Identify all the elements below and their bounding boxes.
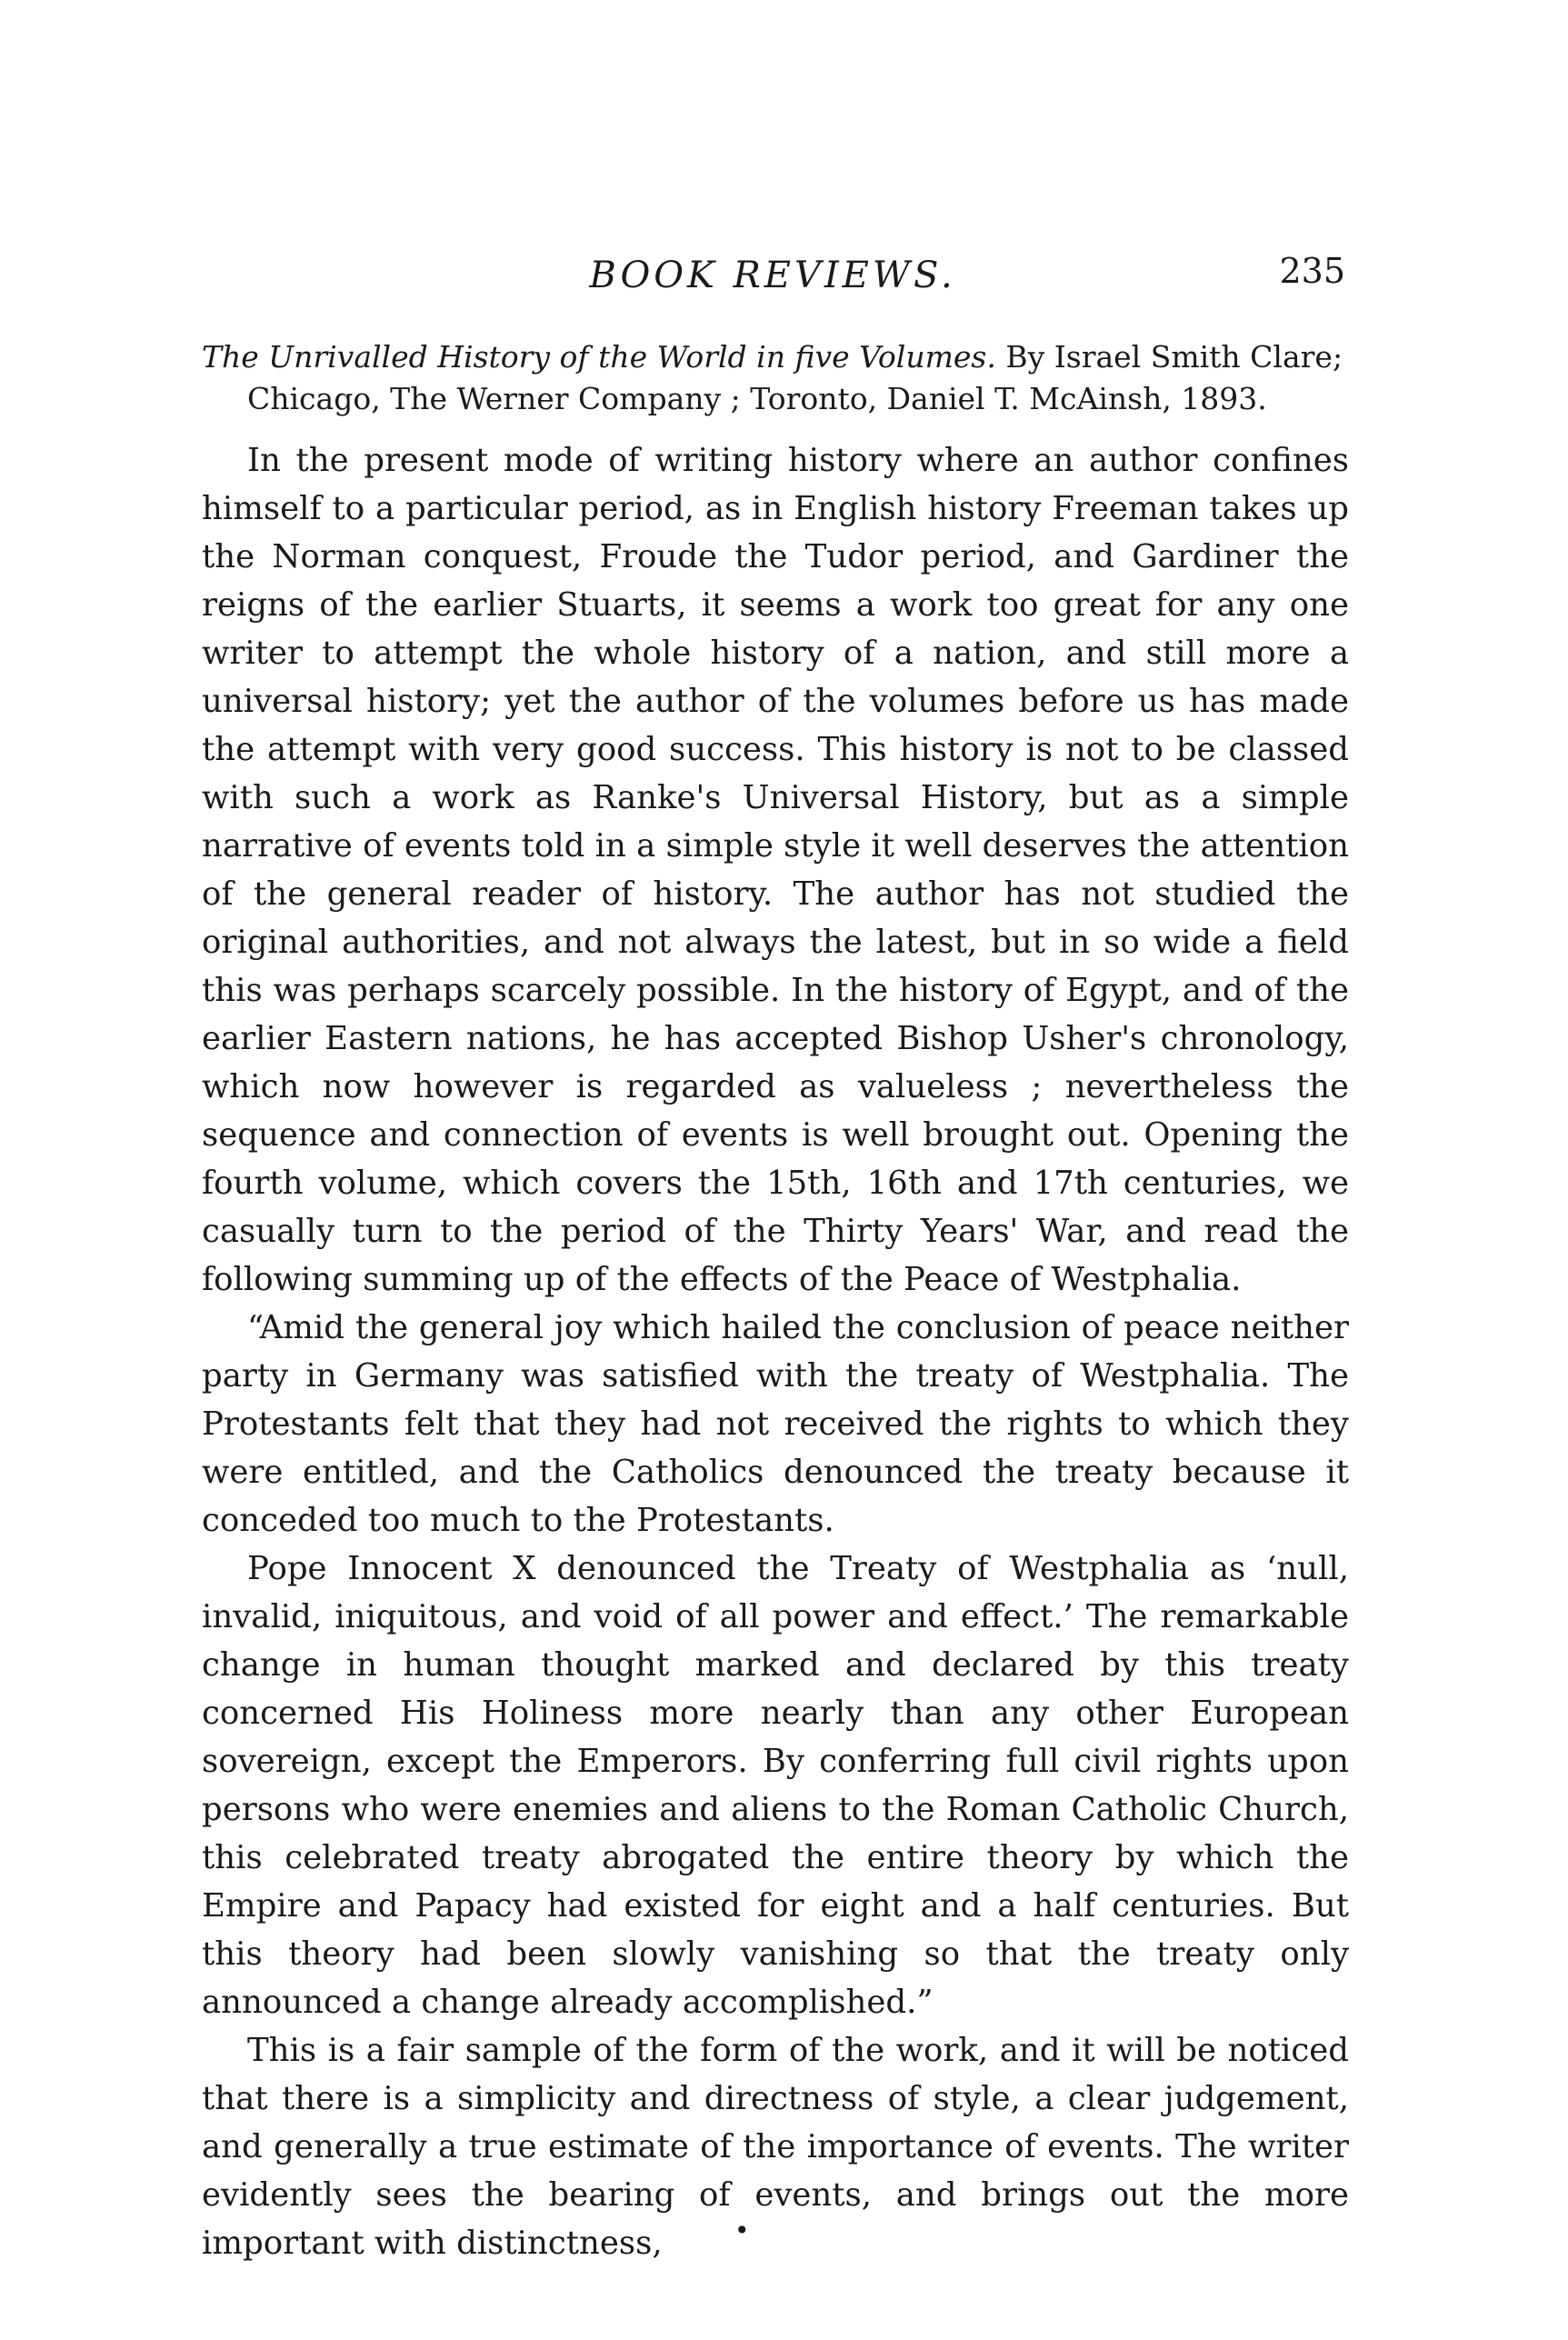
book-citation [202,336,1349,420]
book-title: The Unrivalled History of the World in five Volumes. [202,339,996,375]
review-paragraph: In the present mode of writing history where an author confines himself to a particular period, as in English history Freeman takes up the Norman conquest, Froude the Tudor period, and Gardiner the reigns of the earlier Stuarts, it seems a work too great for any one writer to attempt the whole history of a nation, and still more a universal history; yet the author of the volumes before us has made the attempt with very good success. This history is not to be classed with such a work as Ranke's Universal History, but as a simple narrative of events told in a simple style it well deserves the attention of the general reader of history. The author has not studied the original authorities, and not always the latest, but in so wide a field this was perhaps scarcely possible. In the history of Egypt, and of the earlier Eastern nations, he has accepted Bishop Usher's chronology, which now however is regarded as valueless ; nevertheless the sequence and connection of events is well brought out. Opening the fourth volume, which covers the 15th, 16th and 17th centuries, we casually turn to the period of the Thirty Years' War, and read the following summing up of the effects of the Peace of Westphalia. [202,442,1349,1298]
page-number: 235 [1279,251,1345,291]
review-paragraph: This is a fair sample of the form of the work, and it will be noticed that there is a simplicity and directness of style, a clear judgement, and generally a true estimate of the importance of events. The writer evidently sees the bearing of events, and brings out the more important with distinctness, [202,2032,1349,2262]
citation-details: By Israel Smith Clare; Chicago, The Werner Company ; Toronto, Daniel T. McAinsh, 1893. [247,339,1343,416]
quote-paragraph: “Amid the general joy which hailed the conclusion of peace neither party in Germany was satisfied with the treaty of Westphalia. The Protestants felt that they had not received the rights to which they were entitled, and the Catholics denounced the treaty because it conceded too much to the Protestants. [202,1309,1349,1539]
quote-paragraph: Pope Innocent X denounced the Treaty of Westphalia as ‘null, invalid, iniquitous, and void of all power and effect.’ The remarkable change in human thought marked and declared by this treaty concerned His Holiness more nearly than any other European sovereign, except the Emperors. By conferring full civil rights upon persons who were enemies and aliens to the Roman Catholic Church, this celebrated treaty abrogated the entire theory by which the Empire and Papacy had existed for eight and a half centuries. But this theory had been slowly vanishing so that the treaty only announced a change already accomplished.” [202,1550,1349,2021]
running-head [200,245,1345,309]
running-title: BOOK REVIEWS. [589,255,956,296]
review-content [202,336,1349,2267]
footer-mark: • [734,2215,750,2245]
